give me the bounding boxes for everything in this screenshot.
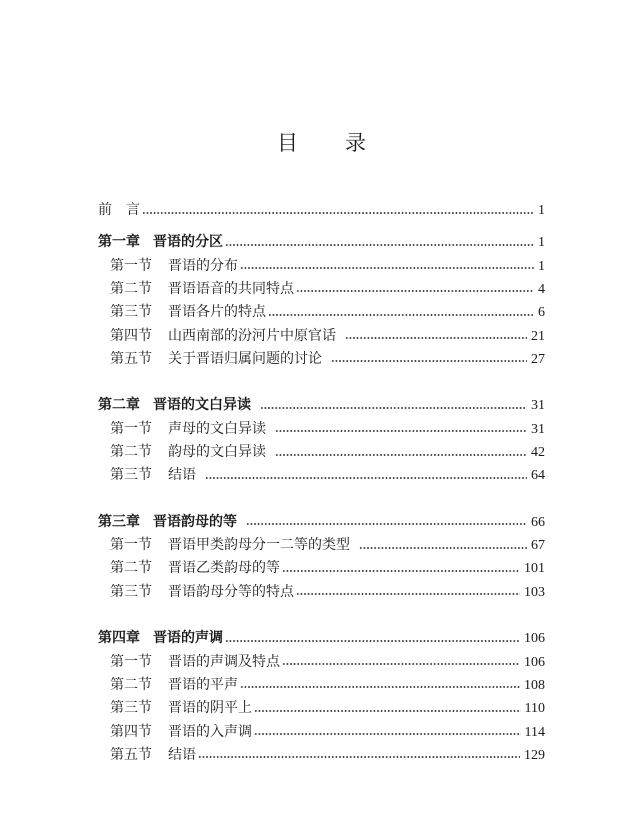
dot-leader [345,325,527,348]
chapter-title: 晋语的文白异读 [153,398,251,414]
section-title: 晋语韵母分等的特点 [168,584,294,600]
page-number: 110 [524,701,545,717]
chapter-4-section-5-entry [98,744,545,767]
chapter-title: 晋语韵母的等 [153,514,237,530]
dot-leader [254,721,521,744]
section-label: 第一节 [110,654,152,670]
chapter-label: 第三章 [98,514,140,530]
section-title: 晋语的分布 [168,258,238,274]
chapter-1-section-5-entry [98,348,545,371]
page-number: 31 [531,421,545,437]
section-title: 韵母的文白异读 [168,445,266,460]
dot-leader [275,441,527,464]
table-of-contents [98,199,545,767]
chapter-1-section-1-entry [98,255,545,278]
chapter-1-section-2-entry [98,278,545,301]
dot-leader [275,418,527,441]
chapter-3-section-3-entry [98,581,545,604]
page-number: 67 [531,538,545,554]
section-label: 第二节 [110,281,152,297]
dot-leader [282,557,520,580]
section-label: 第一节 [110,258,152,274]
section-label: 第一节 [110,421,152,437]
chapter-2-entry [98,394,545,417]
page-number: 31 [531,398,545,414]
dot-leader [246,511,527,534]
section-label: 第四节 [110,724,152,740]
page-number: 66 [531,514,545,530]
chapter-label: 第二章 [98,398,140,414]
chapter-3-section-2-entry [98,557,545,580]
toc-entry-preface [98,199,545,222]
section-label: 第二节 [110,445,152,460]
chapter-1-section-4-entry [98,325,545,348]
section-title: 晋语的平声 [168,677,238,693]
chapter-title: 晋语的分区 [153,235,223,251]
chapter-4-section-2-entry [98,674,545,697]
page-number: 42 [531,445,545,460]
section-label: 第三节 [110,468,152,484]
chapter-4-section-4-entry [98,721,545,744]
page-number: 1 [538,203,545,219]
dot-leader [282,651,520,674]
chapter-4-section-3-entry [98,697,545,720]
section-title: 山西南部的汾河片中原官话 [168,328,336,344]
chapter-2-section-3-entry [98,464,545,487]
section-title: 晋语甲类韵母分一二等的类型 [168,538,350,554]
dot-leader [142,199,534,222]
section-title: 晋语的阴平上 [168,701,252,717]
section-title: 结语 [168,747,196,763]
section-title: 晋语的声调及特点 [168,654,280,670]
section-label: 第三节 [110,584,152,600]
section-label: 第五节 [110,351,152,367]
dot-leader [225,231,534,254]
page-number: 101 [524,561,545,577]
page-number: 129 [524,747,545,763]
page-number: 4 [538,281,545,297]
section-title: 晋语各片的特点 [168,305,266,321]
section-label: 第二节 [110,561,152,577]
page-number: 108 [524,677,545,693]
chapter-title: 晋语的声调 [153,631,223,647]
page-number: 27 [531,351,545,367]
section-title: 晋语乙类韵母的等 [168,561,280,577]
chapter-4-entry [98,627,545,650]
chapter-2-section-1-entry [98,418,545,441]
page-title-char-1: 目 [277,131,298,155]
section-title: 晋语语音的共同特点 [168,281,294,297]
dot-leader [225,627,520,650]
chapter-3-section-1-entry [98,534,545,557]
dot-leader [296,278,534,301]
page-number: 106 [524,654,545,670]
page-number: 21 [531,328,545,344]
section-title: 关于晋语归属问题的讨论 [168,351,322,367]
page-number: 1 [538,235,545,251]
section-title: 结语 [168,468,196,484]
dot-leader [331,348,527,371]
chapter-2-section-2-entry [98,441,545,464]
dot-leader [240,674,520,697]
section-label: 第五节 [110,747,152,763]
section-label: 第四节 [110,328,152,344]
chapter-1-section-3-entry [98,301,545,324]
page-number: 64 [531,468,545,484]
chapter-3-entry [98,511,545,534]
dot-leader [254,697,521,720]
preface-title: 前 言 [98,203,140,219]
dot-leader [205,464,527,487]
chapter-label: 第四章 [98,631,140,647]
page-number: 106 [524,631,545,647]
chapter-label: 第一章 [98,235,140,251]
chapter-4-section-1-entry [98,651,545,674]
section-label: 第二节 [110,677,152,693]
page-title-char-2: 录 [345,131,366,155]
page-number: 103 [524,584,545,600]
chapter-1-entry [98,231,545,254]
page-number: 1 [538,258,545,274]
section-title: 晋语的入声调 [168,724,252,740]
dot-leader [240,255,534,278]
dot-leader [359,534,527,557]
section-label: 第三节 [110,701,152,717]
section-label: 第一节 [110,538,152,554]
dot-leader [268,301,534,324]
section-label: 第三节 [110,305,152,321]
dot-leader [260,394,527,417]
page-number: 6 [538,305,545,321]
page-number: 114 [524,724,545,740]
dot-leader [198,744,520,767]
dot-leader [296,581,520,604]
section-title: 声母的文白异读 [168,421,266,437]
